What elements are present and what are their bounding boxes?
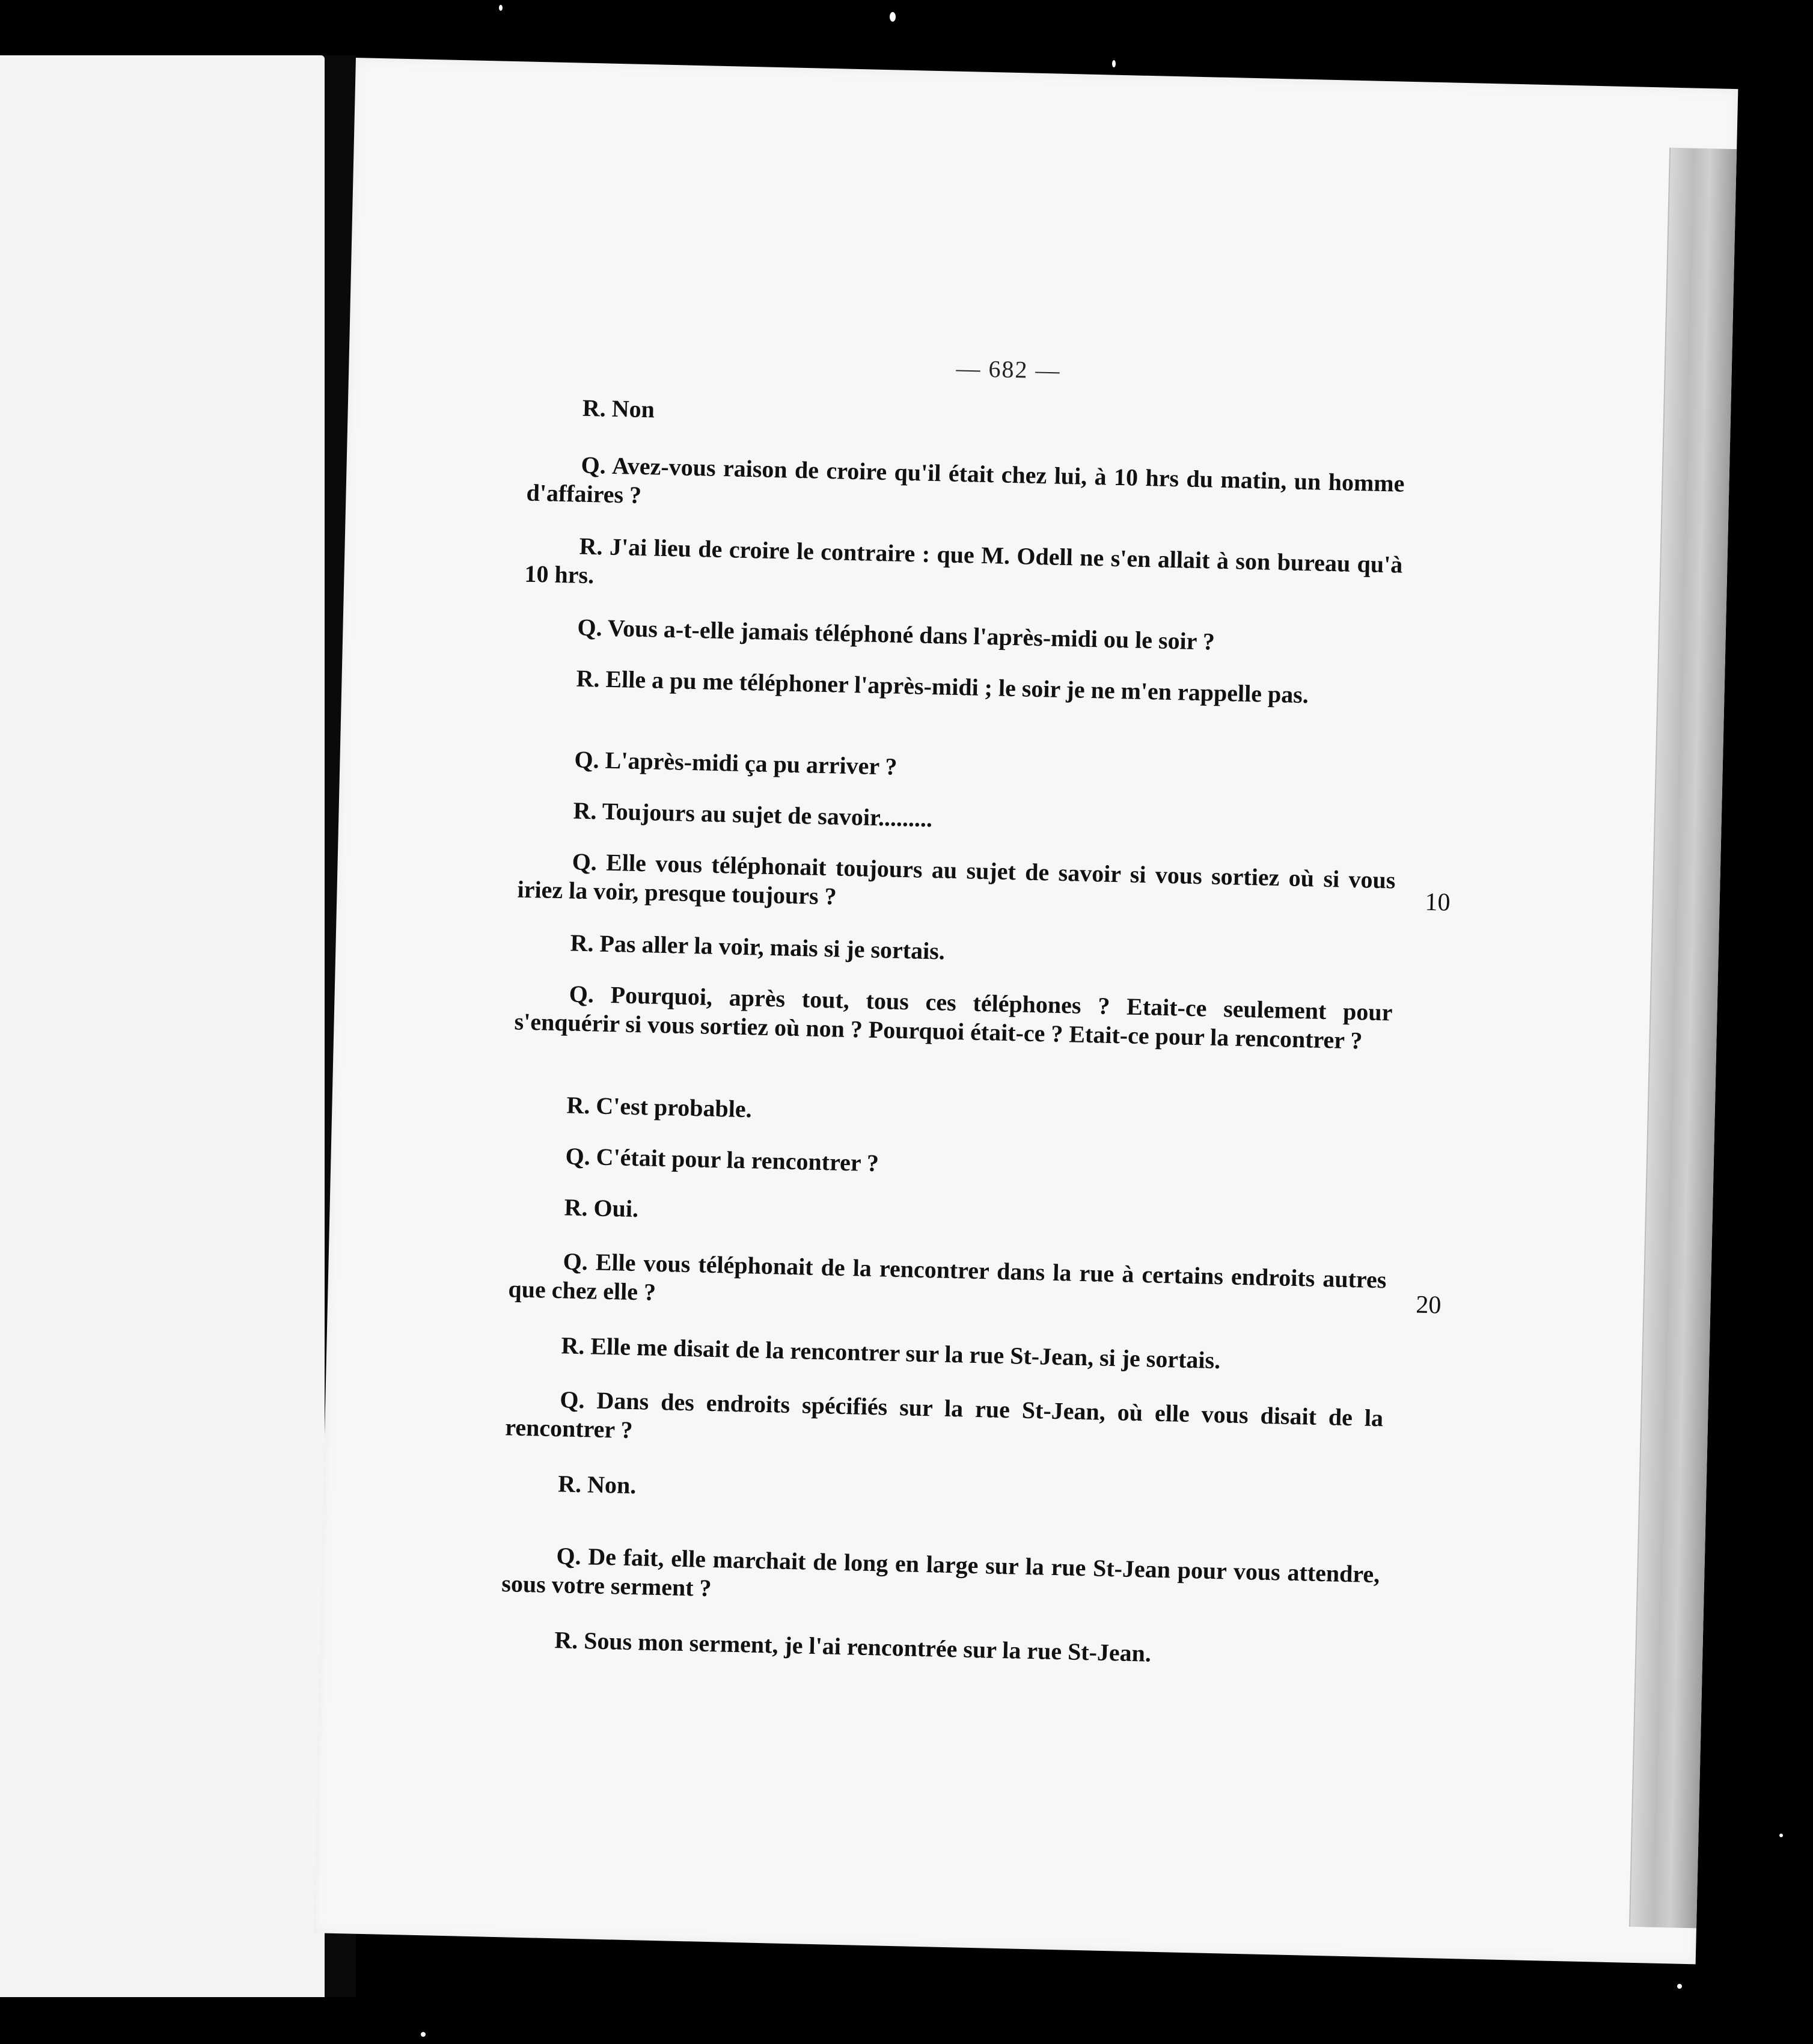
paragraph: Q. De fait, elle marchait de long en large sur la rue St-Jean pour vous attendre, sous votre serment ? xyxy=(501,1542,1380,1602)
paragraph: Q. Elle vous téléphonait de la rencontrer dans la rue à certains endroits autres que chez elle ? xyxy=(508,1247,1387,1306)
scan-speck xyxy=(890,12,896,22)
left-page-blank xyxy=(0,55,325,1997)
page-edge-stack xyxy=(1629,148,1737,1929)
paragraph: R. C'est probable. xyxy=(566,1091,753,1123)
paragraph: R. Non xyxy=(582,394,655,423)
margin-line-number: 10 xyxy=(1425,888,1451,917)
paragraph: R. Elle me disait de la rencontrer sur la rue St-Jean, si je sortais. xyxy=(560,1332,1221,1374)
scan-speck xyxy=(499,5,503,11)
paragraph: Q. Avez-vous raison de croire qu'il était chez lui, à 10 hrs du matin, un homme d'affaires ? xyxy=(526,451,1405,509)
paragraph: Q. Elle vous téléphonait toujours au sujet de savoir si vous sortiez où si vous iriez la voir, presque toujours ? xyxy=(517,848,1396,910)
scan-speck xyxy=(1677,1984,1682,1989)
scan-speck xyxy=(1112,60,1116,67)
margin-line-number: 20 xyxy=(1415,1291,1442,1320)
right-page xyxy=(313,58,1738,1964)
paragraph: R. Sous mon serment, je l'ai rencontrée sur la rue St-Jean. xyxy=(554,1626,1152,1667)
paragraph: R. Toujours au sujet de savoir......... xyxy=(573,797,933,833)
paragraph: R. Non. xyxy=(557,1470,637,1499)
scan-speck xyxy=(1779,1834,1783,1837)
paragraph: Q. Dans des endroits spécifiés sur la rue St-Jean, où elle vous disait de la rencontrer ? xyxy=(504,1386,1384,1444)
right-page-container xyxy=(313,58,1768,1971)
paragraph: Q. Pourquoi, après tout, tous ces téléphones ? Etait-ce seulement pour s'enquérir si vous sortiez où non ? Pourquoi était-ce ? Etait-ce pour la rencontrer ? xyxy=(514,980,1393,1054)
page-number: — 682 — xyxy=(956,354,1062,384)
paragraph: Q. C'était pour la rencontrer ? xyxy=(565,1142,879,1177)
paragraph: R. Pas aller la voir, mais si je sortais. xyxy=(570,929,946,965)
paragraph: R. J'ai lieu de croire le contraire : que M. Odell ne s'en allait à son bureau qu'à 10 hrs. xyxy=(524,532,1403,589)
paragraph: Q. Vous a-t-elle jamais téléphoné dans l'après-midi ou le soir ? xyxy=(577,613,1215,655)
scan-speck xyxy=(421,2032,426,2037)
paragraph: R. Elle a pu me téléphoner l'après-midi ; le soir je ne m'en rappelle pas. xyxy=(576,664,1309,709)
paragraph: R. Oui. xyxy=(564,1193,639,1223)
paragraph: Q. L'après-midi ça pu arriver ? xyxy=(574,745,897,780)
